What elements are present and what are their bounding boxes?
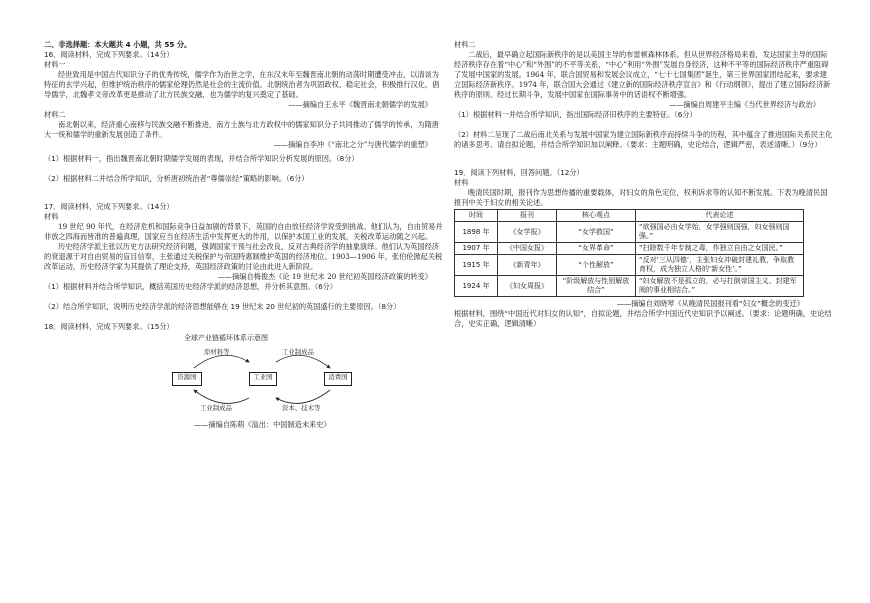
cell-time: 1898 年: [455, 222, 498, 243]
cell-quote: “反对‘三从四德’，主张妇女冲破封建礼教，争取教育权，成为独立人格的‘新女性’。”: [636, 255, 804, 276]
cell-journal: 《中国女报》: [498, 243, 557, 255]
cell-viewpoint: “个性解放”: [557, 255, 636, 276]
cell-time: 1924 年: [455, 276, 498, 297]
q17-heading: 17．阅读材料，完成下列要求。（14分）: [44, 202, 174, 211]
q19-ask: 根据材料，围绕“中国近代对妇女的认知”，自拟论题，并结合所学中国近代史知识予以阐述。（要求：论题明确，史论结合，史实正确，逻辑清晰）: [454, 309, 832, 328]
q19-material-text: 晚清民国时期，报刊作为思想传播的重要载体，对妇女的角色定位，权利诉求等的认知不断发展。下表为晚清民国报刊中关于妇女的相关论述。: [454, 188, 828, 207]
cell-quote: “扫除数千年专制之毒，作独立自由之女国民。”: [636, 243, 804, 255]
label-manufactured-top: 工业制成品: [282, 348, 314, 356]
industrial-country-box: 工业国: [249, 372, 277, 386]
right-ask-1: （1）根据材料一并结合所学知识，指出国际经济旧秩序的主要特征。（6分）: [454, 110, 697, 119]
diagram-title: 全球产业链循环体系示意图: [184, 334, 268, 342]
cell-viewpoint: “阶级解放与性别解放结合”: [557, 276, 636, 297]
material2-text: 二战后，最早确立起国际新秩序的是以美国主导的布雷顿森林体系。但从世界经济格局来看，发达国家主导的国际经济秩序存在着“中心”和“外围”的不平等关系，“中心”利用“外围”发展自身经济，这种不平等的国际经济秩序严重阻碍了发展中国家的发展。1964 年，联合国贸易和发展会议成立，“七十七国集团”诞生，第三世界国家团结起来，要求建立国际经济新秩序。1974 年，联合国大会通过《建立新的国际经济秩序宣言》和《行动纲领》，提出了建立国际经济新秩序的原则。经过长期斗争，发展中国家在国际事务中的话语权不断增强。: [454, 50, 831, 99]
cell-quote: “妇女解放不是孤立的，必与打倒帝国主义、封建军阀的事业相结合。”: [636, 276, 804, 297]
material2-label: 材料二: [454, 40, 476, 49]
diagram-source: ——摘编自陈萌《溢出：中国制造未来史》: [194, 420, 331, 429]
q17-material-label: 材料: [44, 212, 59, 221]
left-column: [44, 40, 446, 430]
col-header-journal: 报刊: [498, 210, 557, 222]
cycle-arrows: [44, 332, 446, 420]
col-header-viewpoint: 核心观点: [557, 210, 636, 222]
q17-material-source: ——摘编自梅俊杰《论 19 世纪末 20 世纪初英国经济政策的转变》: [217, 272, 432, 281]
cell-journal: 《新青年》: [498, 255, 557, 276]
q16-material2-label: 材料二: [44, 110, 66, 119]
q17-material-text-2: 历史经济学派主张以历史方法研究经济问题，强调国家干预与社会改良，反对古典经济学的抽象演绎。他们认为英国经济的衰退源于对自由贸易的盲目信奉，主张通过关税保护与帝国特惠制维护英国的经济地位。1903—1906 年，张伯伦掀起关税改革运动，历史经济学家为其提供了理论支持，英国经济政策的讨论由此进入新阶段。: [44, 242, 443, 271]
q17-material-text-1: 19 世纪 90 年代，在经济危机和国际竞争日益加剧的背景下，英国的自由放任经济学说受到挑战。他们认为，自由贸易并非放之四海而皆准的普遍真理，国家应当在经济生活中发挥更大的作用，以保护本国工业的发展，关税改革运动随之兴起。: [44, 222, 443, 241]
q17-ask-1: （1）根据材料并结合所学知识，概括英国历史经济学派的经济思想，并分析其意图。（6分）: [44, 282, 338, 291]
section-title: 二、非选择题：本大题共 4 小题，共 55 分。: [44, 40, 192, 49]
cell-journal: 《女学报》: [498, 222, 557, 243]
cell-time: 1915 年: [455, 255, 498, 276]
table-row: [455, 243, 804, 255]
col-header-quote: 代表论述: [636, 210, 804, 222]
q16-material2-text: 南北朝以来，经济重心南移与民族交融不断推进，南方士族与北方政权中的儒家知识分子共同推动了儒学的传承，为隋唐大一统和儒学的重新发展创造了条件。: [44, 120, 439, 139]
table-header-row: [455, 210, 804, 222]
q16-material1-source: ——摘编自王永平《魏晋南北朝儒学的发展》: [288, 100, 432, 109]
q16-ask-1: （1）根据材料一，指出魏晋南北朝时期儒学发展的表现，并结合所学知识分析发展的原因。（8分）: [44, 154, 359, 163]
label-raw-materials: 原材料等: [204, 348, 230, 356]
label-manufactured-bottom: 工业制成品: [200, 404, 232, 412]
col-header-time: 时间: [455, 210, 498, 222]
q17-ask-2: （2）结合所学知识，说明历史经济学派的经济思想能够在 19 世纪末 20 世纪初的英国盛行的主要原因。（8分）: [44, 302, 401, 311]
cell-quote: “欲强国必由女学始，女学强则国强，妇女强则国强。”: [636, 222, 804, 243]
q16-material1-text: 经世致用是中国古代知识分子的优秀传统，儒学作为治世之学，在东汉末年至魏晋南北朝的动荡时期遭受冲击，以清谈为特征的玄学兴起，但维护统治秩序的儒家伦理仍然是社会的主流价值。北朝统治者为巩固政权、稳定社会，积极推行汉化，倡导儒学，北魏孝文帝改革更是推动了北方民族交融，也为儒学的复兴奠定了基础。: [44, 70, 440, 99]
q16-heading: 16．阅读材料，完成下列要求。（14分）: [44, 50, 174, 59]
table-row: [455, 255, 804, 276]
label-capital-technology: 资本、技术等: [282, 404, 321, 412]
cell-viewpoint: “女界革命”: [557, 243, 636, 255]
industry-chain-diagram: [44, 332, 446, 420]
right-column: [454, 40, 834, 329]
right-ask-2: （2）材料二呈现了二战后南北关系与发展中国家为建立国际新秩序而持续斗争的历程，其中蕴含了推进国际关系民主化的诸多思考。请自拟论题，并结合所学知识加以阐释。（要求：主题明确，史论结合，逻辑严密，表述清晰。）（9分）: [454, 130, 833, 149]
q18-heading: 18．阅读材料，完成下列要求。（15分）: [44, 322, 174, 331]
cell-viewpoint: “女学救国”: [557, 222, 636, 243]
q19-material-label: 材料: [454, 178, 469, 187]
resource-country-box: 资源国: [172, 372, 202, 386]
q19-source: ——摘编自刘晓琴《从晚清民国报刊看“妇女”概念的变迁》: [616, 299, 804, 308]
q19-heading: 19．阅读下列材料，回答问题。（12分）: [454, 168, 584, 177]
table-row: [455, 276, 804, 297]
q16-material2-source: ——摘编自李冲《“南北之分”与唐代儒学的重塑》: [273, 140, 432, 149]
women-discourse-table: [454, 209, 804, 297]
table-row: [455, 222, 804, 243]
material2-source: ——摘编自周建平主编《当代世界经济与政治》: [669, 100, 820, 109]
cell-journal: 《妇女周报》: [498, 276, 557, 297]
consumer-country-box: 消费国: [324, 372, 352, 386]
q16-ask-2: （2）根据材料二并结合所学知识，分析唐初统治者“尊儒崇经”策略的影响。（6分）: [44, 174, 309, 183]
q16-material1-label: 材料一: [44, 60, 66, 69]
cell-time: 1907 年: [455, 243, 498, 255]
